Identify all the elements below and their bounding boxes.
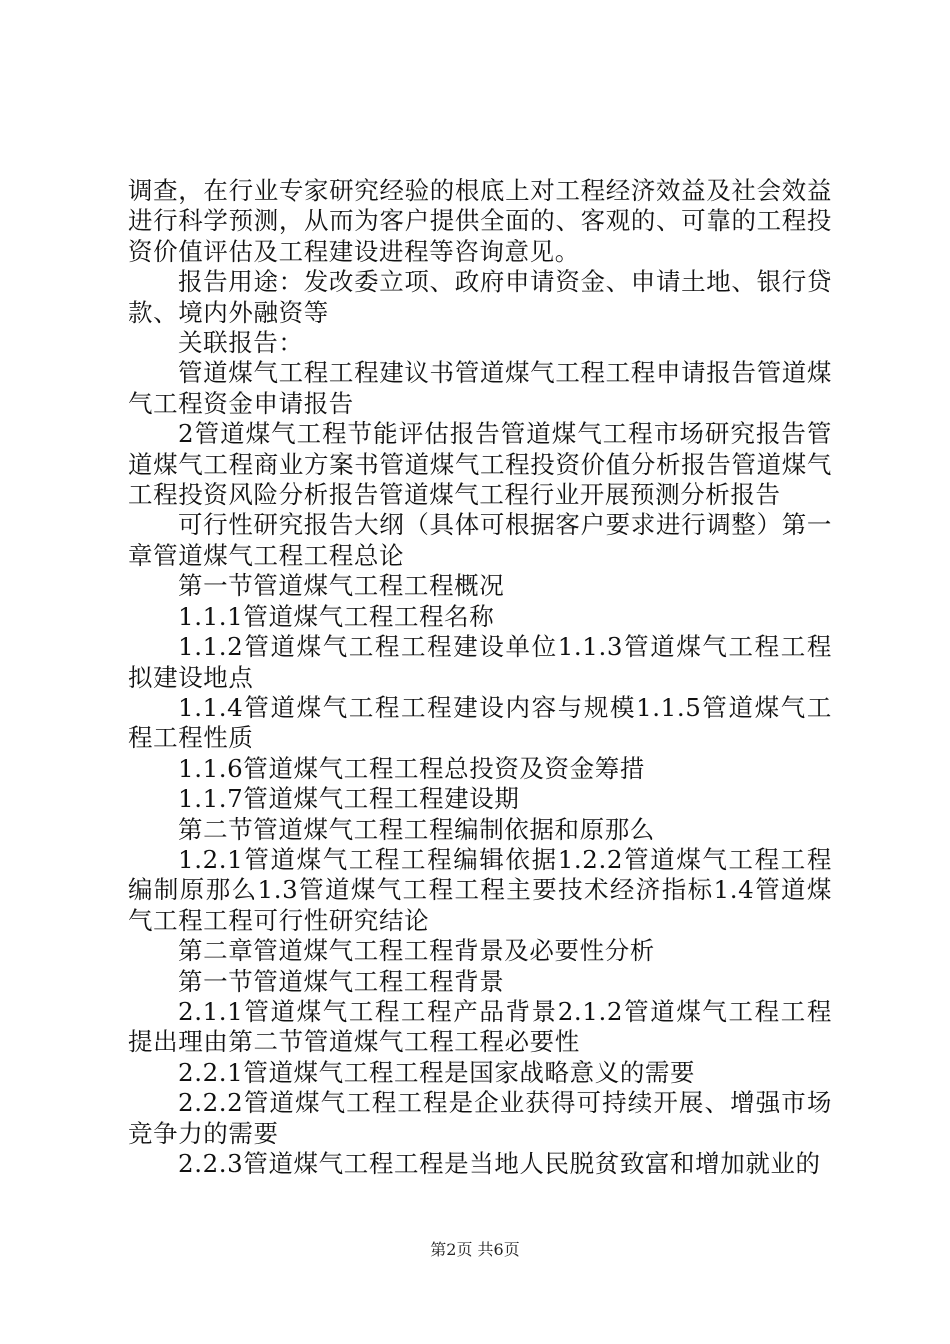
paragraph: 第二节管道煤气工程工程编制依据和原那么 <box>178 814 655 844</box>
paragraph: 第一节管道煤气工程工程概况 <box>178 571 505 601</box>
paragraph: 1.2.1管道煤气工程工程编辑依据1.2.2管道煤气工程工程编制原那么1.3管道煤气工程工程主要技术经济指标1.4管道煤气工程工程可行性研究结论 <box>128 844 832 935</box>
paragraph: 2管道煤气工程节能评估报告管道煤气工程市场研究报告管道煤气工程商业方案书管道煤气工程投资价值分析报告管道煤气工程投资风险分析报告管道煤气工程行业开展预测分析报告 <box>128 419 832 510</box>
paragraph: 关联报告： <box>178 328 304 358</box>
paragraph: 报告用途：发改委立项、政府申请资金、申请土地、银行贷款、境内外融资等 <box>128 267 832 327</box>
paragraph: 1.1.4管道煤气工程工程建设内容与规模1.1.5管道煤气工程工程性质 <box>128 692 832 753</box>
paragraph: 2.1.1管道煤气工程工程产品背景2.1.2管道煤气工程工程提出理由第二节管道煤气工程工程必要性 <box>128 996 832 1057</box>
paragraph: 2.2.3管道煤气工程工程是当地人民脱贫致富和增加就业的 <box>178 1149 821 1178</box>
paragraph: 1.1.2管道煤气工程工程建设单位1.1.3管道煤气工程工程拟建设地点 <box>128 632 832 692</box>
paragraph: 2.2.2管道煤气工程工程是企业获得可持续开展、增强市场竞争力的需要 <box>128 1088 832 1148</box>
paragraph: 1.1.1管道煤气工程工程名称 <box>178 601 495 631</box>
paragraph: 1.1.6管道煤气工程工程总投资及资金筹措 <box>178 753 645 783</box>
page-footer <box>0 1240 950 1260</box>
page-number: 第2页 共6页 <box>430 1240 520 1259</box>
document-body <box>128 176 832 1179</box>
paragraph: 1.1.7管道煤气工程工程建设期 <box>178 784 520 814</box>
paragraph: 调查，在行业专家研究经验的根底上对工程经济效益及社会效益进行科学预测，从而为客户提供全面的、客观的、可靠的工程投资价值评估及工程建设进程等咨询意见。 <box>128 176 832 266</box>
paragraph: 2.2.1管道煤气工程工程是国家战略意义的需要 <box>178 1057 696 1087</box>
paragraph: 第二章管道煤气工程工程背景及必要性分析 <box>178 936 655 966</box>
paragraph: 可行性研究报告大纲（具体可根据客户要求进行调整）第一章管道煤气工程工程总论 <box>128 510 832 570</box>
paragraph: 第一节管道煤气工程工程背景 <box>178 966 505 996</box>
paragraph: 管道煤气工程工程建议书管道煤气工程工程申请报告管道煤气工程资金申请报告 <box>128 358 832 418</box>
